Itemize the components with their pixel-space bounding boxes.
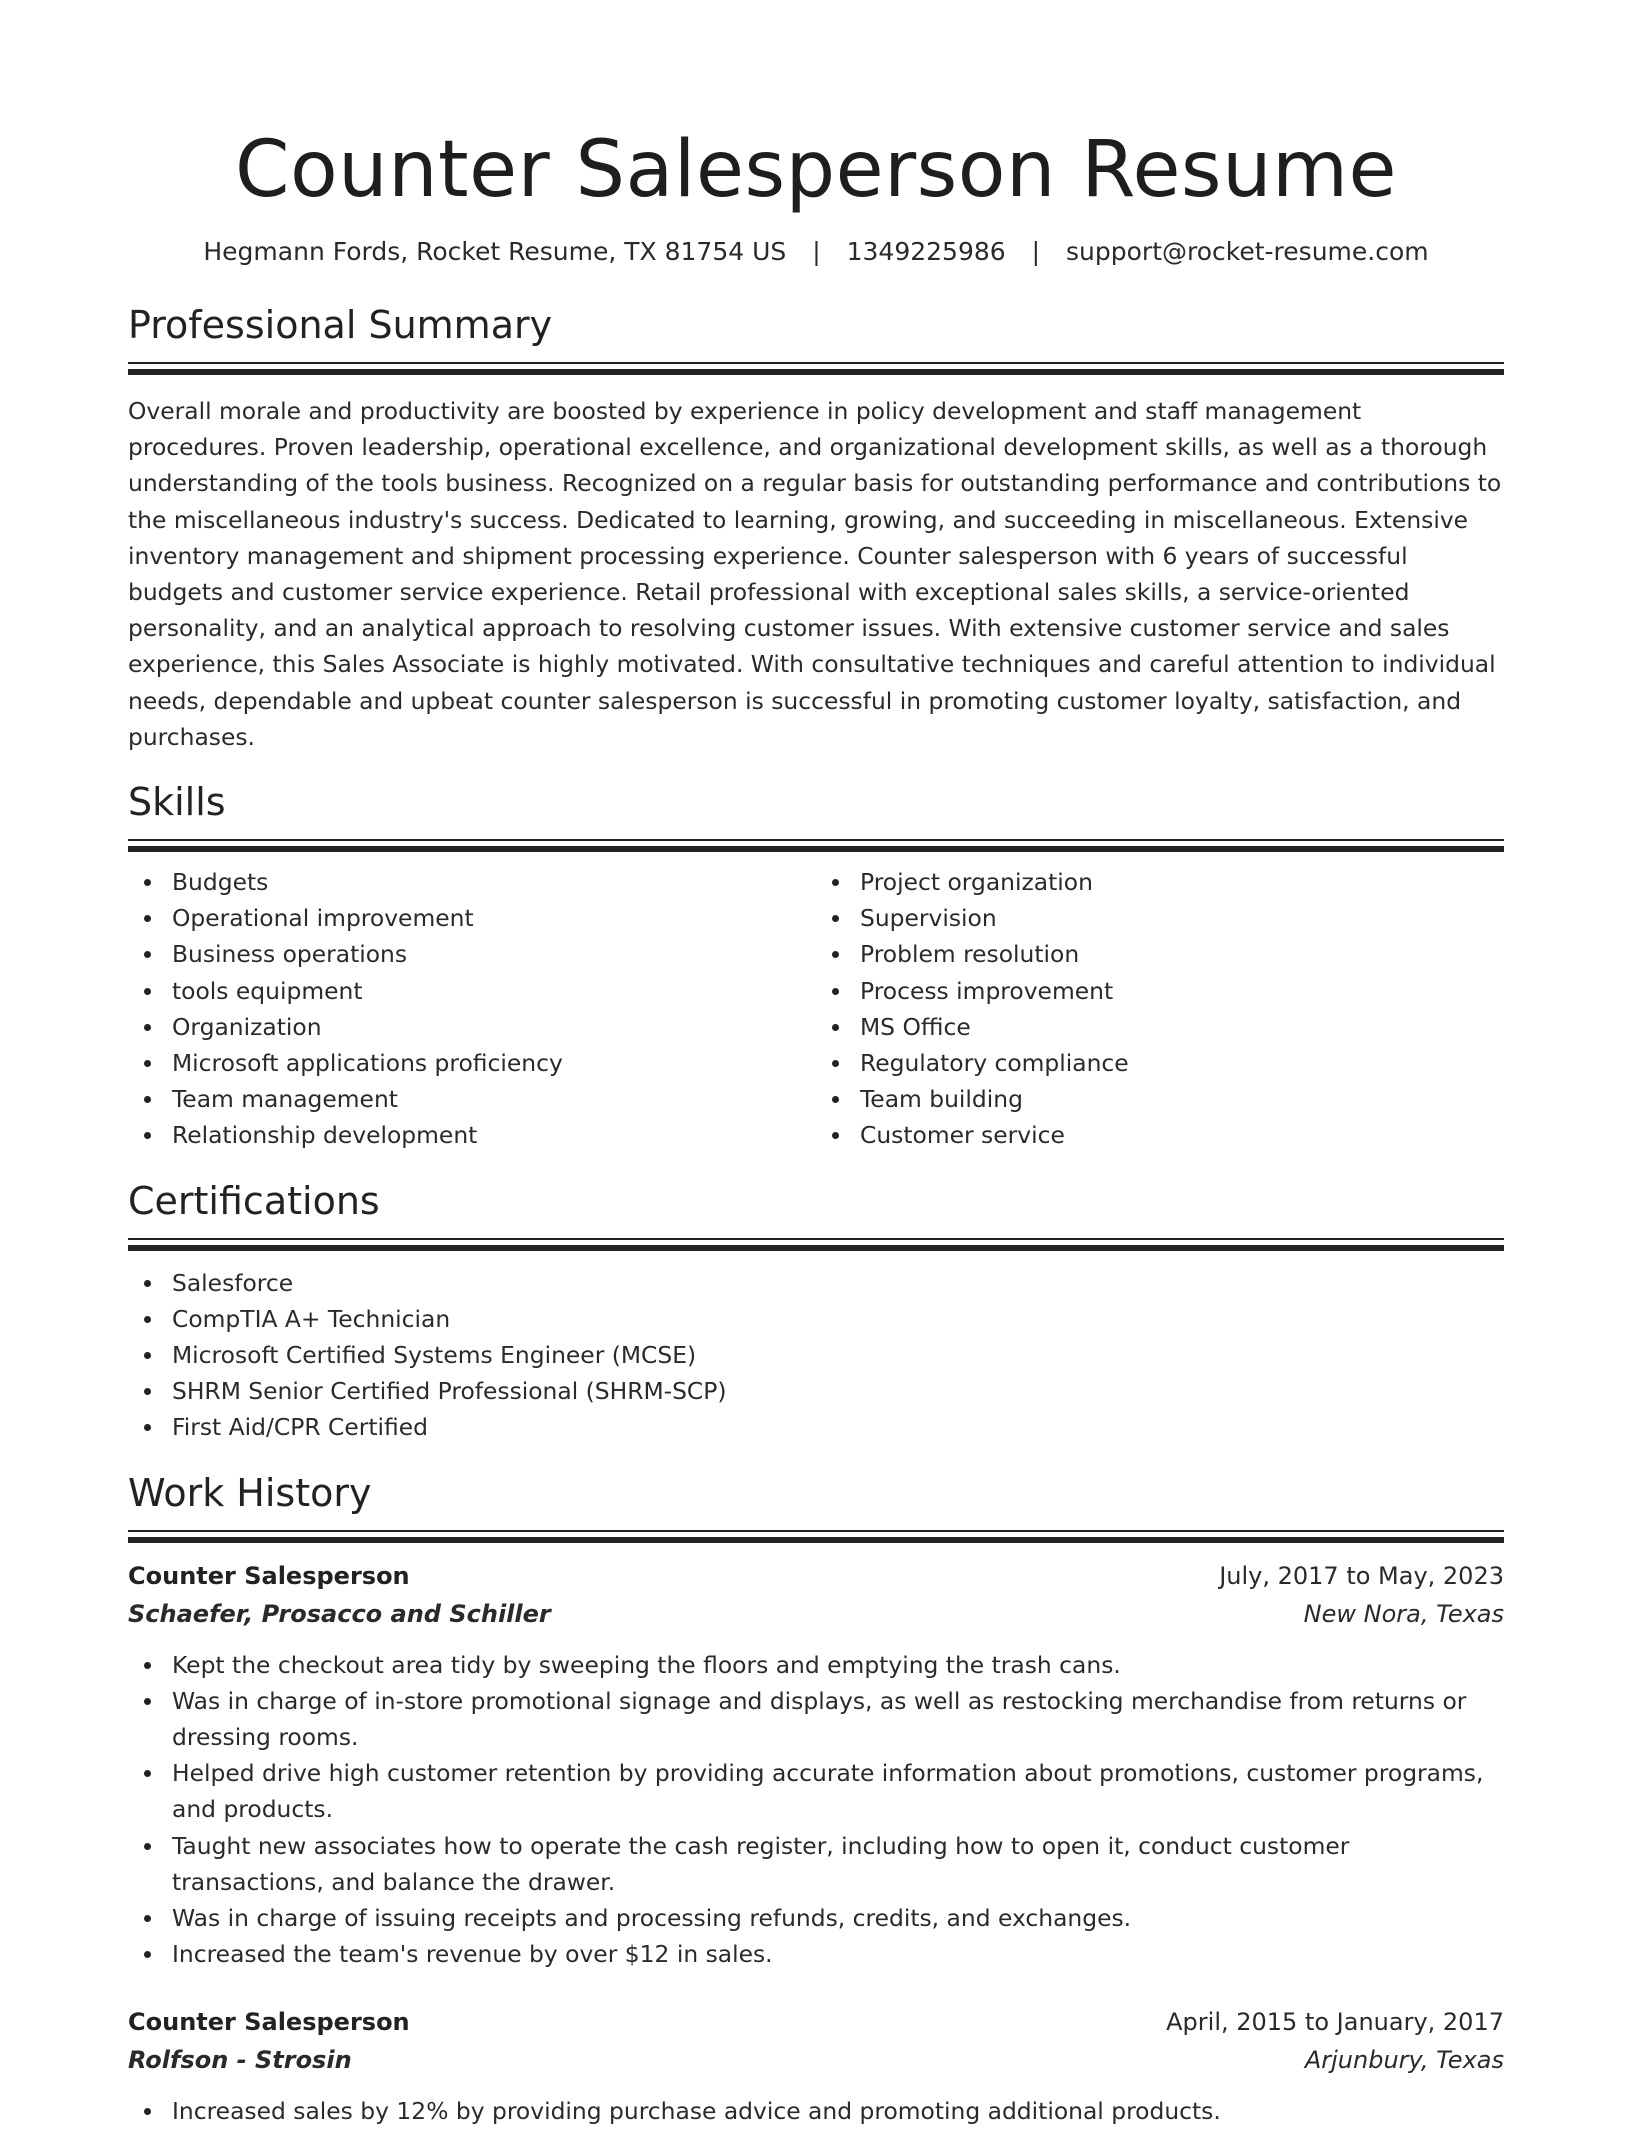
list-item: Regulatory compliance (860, 1045, 1504, 1081)
contact-line (128, 234, 1504, 270)
list-item: Microsoft Certified Systems Engineer (MCSE) (172, 1337, 1504, 1373)
list-item: tools equipment (172, 973, 816, 1009)
resume-page (128, 0, 1504, 2129)
list-item: Taught new associates how to operate the cash register, including how to open it, conduct customer transactions, and balance the drawer. (172, 1828, 1504, 1900)
skills-section (128, 777, 1504, 1154)
contact-separator: | (1031, 237, 1041, 266)
job-dates: July, 2017 to May, 2023 (1219, 1561, 1504, 1590)
resume-title: Counter Salesperson Resume (235, 125, 1397, 215)
job-bullets (128, 1647, 1504, 1973)
job-company: Schaefer, Prosacco and Schiller (128, 1599, 551, 1628)
job-dates: April, 2015 to January, 2017 (1166, 2007, 1504, 2036)
list-item: Was in charge of in-store promotional signage and displays, as well as restocking merchandise from returns or dressing rooms. (172, 1683, 1504, 1755)
list-item: Kept the checkout area tidy by sweeping the floors and emptying the trash cans. (172, 1647, 1504, 1683)
skills-list-right (816, 864, 1504, 1154)
list-item: Helped drive high customer retention by providing accurate information about promotions, customer programs, and products. (172, 1755, 1504, 1827)
work-history-heading: Work History (128, 1470, 372, 1515)
job-header (128, 2003, 1504, 2041)
list-item: Problem resolution (860, 936, 1504, 972)
skills-heading: Skills (128, 780, 226, 825)
list-item: Customer service (860, 1117, 1504, 1153)
job-location: Arjunbury, Texas (1304, 2045, 1504, 2074)
contact-separator: | (812, 237, 821, 266)
summary-text: Overall morale and productivity are boosted by experience in policy development and staff management procedures. Proven leadership, operational excellence, and organizational development skills, as well as a thorough understanding of the tools business. Recognized on a regular basis for outstanding performance and contributions to the miscellaneous industry's success. Dedicated to learning, growing, and succeeding in miscellaneous. Extensive inventory management and shipment processing experience. Counter salesperson with 6 years of successful budgets and customer service experience. Retail professional with exceptional sales skills, a service-oriented personality, and an analytical approach to resolving customer issues. With extensive customer service and sales experience, this Sales Associate is highly motivated. With consultative techniques and careful attention to individual needs, dependable and upbeat counter salesperson is successful in promoting customer loyalty, satisfaction, and purchases. (128, 397, 1502, 751)
job-bullets (128, 2093, 1504, 2129)
list-item: Team building (860, 1081, 1504, 1117)
list-item: MS Office (860, 1009, 1504, 1045)
job-location: New Nora, Texas (1303, 1599, 1504, 1628)
list-item: CompTIA A+ Technician (172, 1301, 1504, 1337)
contact-address: Hegmann Fords, Rocket Resume, TX 81754 US (203, 237, 787, 266)
list-item: First Aid/CPR Certified (172, 1409, 1504, 1445)
list-item: Operational improvement (172, 900, 816, 936)
list-item: Microsoft applications proficiency (172, 1045, 816, 1081)
certifications-heading: Certifications (128, 1178, 380, 1223)
job-subheader (128, 1595, 1504, 1633)
list-item: Supervision (860, 900, 1504, 936)
list-item: Team management (172, 1081, 816, 1117)
list-item: Budgets (172, 864, 816, 900)
list-item: Organization (172, 1009, 816, 1045)
summary-heading: Professional Summary (128, 303, 553, 347)
job-entry (128, 2003, 1504, 2129)
contact-email[interactable]: support@rocket-resume.com (1066, 237, 1429, 266)
job-entry (128, 1557, 1504, 1973)
skills-grid (128, 864, 1504, 1154)
list-item: SHRM Senior Certified Professional (SHRM-SCP) (172, 1373, 1504, 1409)
list-item: Was in charge of issuing receipts and processing refunds, credits, and exchanges. (172, 1900, 1504, 1936)
list-item: Increased sales by 12% by providing purchase advice and promoting additional products. (172, 2093, 1504, 2129)
list-item: Increased the team's revenue by over $12 in sales. (172, 1936, 1504, 1972)
job-subheader (128, 2041, 1504, 2079)
work-history-section (128, 1468, 1504, 2129)
list-item: Relationship development (172, 1117, 816, 1153)
certifications-section (128, 1176, 1504, 1446)
job-company: Rolfson - Strosin (128, 2045, 352, 2074)
job-title: Counter Salesperson (128, 2007, 410, 2036)
contact-phone: 1349225986 (846, 237, 1006, 266)
summary-section (128, 300, 1504, 755)
section-divider (128, 1530, 1504, 1541)
section-divider (128, 362, 1504, 373)
skills-list-left (128, 864, 816, 1154)
section-divider (128, 839, 1504, 850)
list-item: Project organization (860, 864, 1504, 900)
job-title: Counter Salesperson (128, 1561, 410, 1590)
list-item: Salesforce (172, 1265, 1504, 1301)
job-header (128, 1557, 1504, 1595)
list-item: Business operations (172, 936, 816, 972)
list-item: Process improvement (860, 973, 1504, 1009)
section-divider (128, 1238, 1504, 1249)
certifications-list (128, 1265, 1504, 1446)
